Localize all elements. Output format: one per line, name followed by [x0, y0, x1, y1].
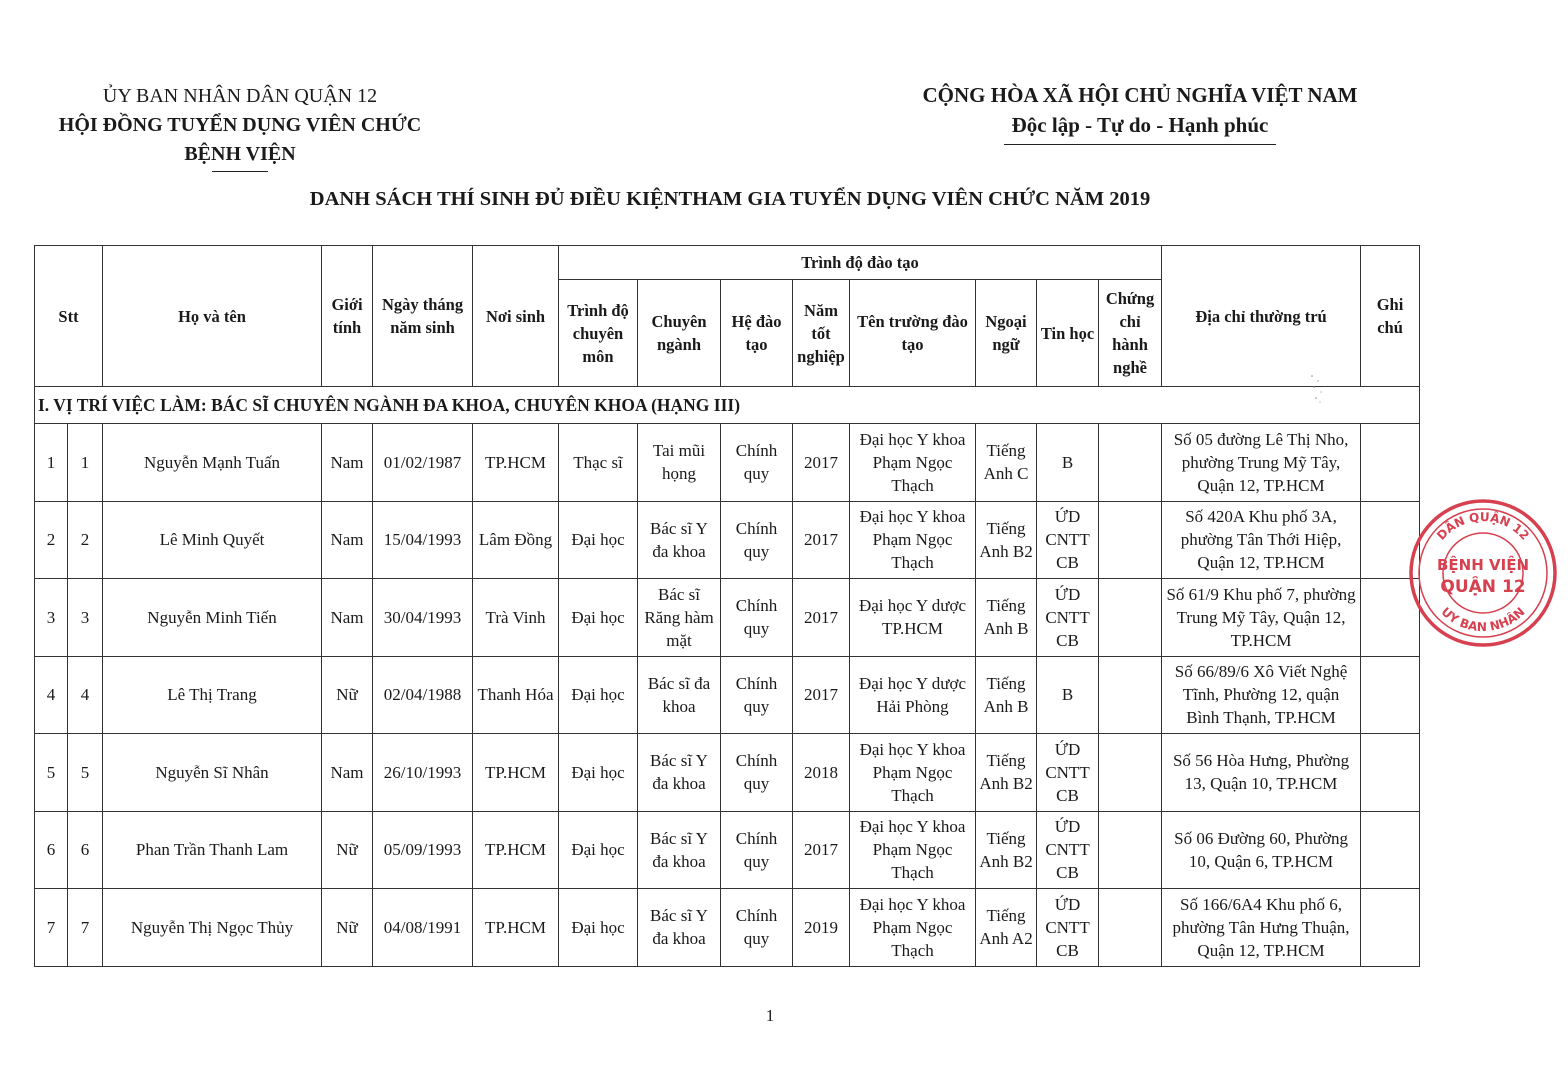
- cell-gender: Nữ: [322, 656, 373, 734]
- cell-grad-year: 2018: [793, 734, 850, 812]
- cell-foreign-language: Tiếng Anh B: [976, 656, 1037, 734]
- cell-grad-year: 2017: [793, 811, 850, 889]
- col-major: Chuyên ngành: [638, 280, 721, 387]
- cell-level: Đại học: [559, 501, 638, 579]
- table-row: [35, 889, 1420, 967]
- cell-address: Số 56 Hòa Hưng, Phường 13, Quận 10, TP.HCM: [1162, 734, 1361, 812]
- cell-major: Bác sĩ đa khoa: [638, 656, 721, 734]
- cell-stt: 5: [35, 734, 68, 812]
- official-seal: [1398, 488, 1532, 658]
- cell-stt: 1: [35, 424, 68, 502]
- cell-name: Nguyễn Thị Ngọc Thủy: [103, 889, 322, 967]
- cell-level: Đại học: [559, 889, 638, 967]
- cell-birthplace: Thanh Hóa: [473, 656, 559, 734]
- col-gender: Giới tính: [322, 246, 373, 387]
- table-row: [35, 811, 1420, 889]
- col-birthplace: Nơi sinh: [473, 246, 559, 387]
- cell-mode: Chính quy: [721, 501, 793, 579]
- cell-stt: 3: [35, 579, 68, 657]
- cell-address: Số 06 Đường 60, Phường 10, Quận 6, TP.HCM: [1162, 811, 1361, 889]
- seal-bottom-text: UY BAN NHÂN: [1438, 604, 1528, 635]
- cell-dob: 30/04/1993: [373, 579, 473, 657]
- cell-name: Nguyễn Sĩ Nhân: [103, 734, 322, 812]
- cell-license: [1099, 811, 1162, 889]
- col-group-training: Trình độ đào tạo: [559, 246, 1162, 280]
- col-license: Chứng chỉ hành nghề: [1099, 280, 1162, 387]
- cell-foreign-language: Tiếng Anh A2: [976, 889, 1037, 967]
- cell-birthplace: TP.HCM: [473, 424, 559, 502]
- cell-name: Lê Minh Quyết: [103, 501, 322, 579]
- cell-level: Đại học: [559, 579, 638, 657]
- cell-stt-group: 5: [68, 734, 103, 812]
- candidate-table: [34, 245, 1420, 967]
- cell-major: Bác sĩ Răng hàm mặt: [638, 579, 721, 657]
- cell-grad-year: 2017: [793, 424, 850, 502]
- cell-level: Thạc sĩ: [559, 424, 638, 502]
- cell-gender: Nam: [322, 579, 373, 657]
- cell-major: Bác sĩ Y đa khoa: [638, 501, 721, 579]
- cell-stt: 7: [35, 889, 68, 967]
- cell-school: Đại học Y dược Hải Phòng: [850, 656, 976, 734]
- seal-top-text: DÂN QUẬN 12: [1434, 509, 1532, 543]
- cell-major: Bác sĩ Y đa khoa: [638, 734, 721, 812]
- col-dob: Ngày tháng năm sinh: [373, 246, 473, 387]
- motto-underline: [1004, 144, 1276, 145]
- cell-note: [1361, 811, 1420, 889]
- cell-name: Lê Thị Trang: [103, 656, 322, 734]
- cell-stt-group: 6: [68, 811, 103, 889]
- document-title: DANH SÁCH THÍ SINH ĐỦ ĐIỀU KIỆNTHAM GIA TUYỂN DỤNG VIÊN CHỨC NĂM 2019: [309, 188, 1151, 210]
- cell-stt-group: 4: [68, 656, 103, 734]
- header-row-1: [35, 246, 1420, 280]
- table-row: [35, 734, 1420, 812]
- cell-stt-group: 2: [68, 501, 103, 579]
- col-stt: Stt: [35, 246, 103, 387]
- cell-school: Đại học Y khoa Phạm Ngọc Thạch: [850, 811, 976, 889]
- cell-school: Đại học Y dược TP.HCM: [850, 579, 976, 657]
- page-number: 1: [765, 1006, 775, 1025]
- col-level: Trình độ chuyên môn: [559, 280, 638, 387]
- cell-it: B: [1037, 424, 1099, 502]
- cell-school: Đại học Y khoa Phạm Ngọc Thạch: [850, 734, 976, 812]
- issuing-authority: [40, 82, 440, 172]
- cell-gender: Nam: [322, 734, 373, 812]
- cell-mode: Chính quy: [721, 579, 793, 657]
- authority-line-1: ỦY BAN NHÂN DÂN QUẬN 12: [102, 85, 378, 107]
- section-row: [35, 387, 1420, 424]
- cell-license: [1099, 424, 1162, 502]
- cell-dob: 05/09/1993: [373, 811, 473, 889]
- cell-birthplace: Trà Vinh: [473, 579, 559, 657]
- cell-stt-group: 3: [68, 579, 103, 657]
- cell-stt-group: 1: [68, 424, 103, 502]
- national-motto: [900, 80, 1380, 145]
- col-it: Tin học: [1037, 280, 1099, 387]
- cell-name: Nguyễn Mạnh Tuấn: [103, 424, 322, 502]
- cell-level: Đại học: [559, 656, 638, 734]
- cell-foreign-language: Tiếng Anh B2: [976, 501, 1037, 579]
- cell-it: ỨD CNTT CB: [1037, 501, 1099, 579]
- cell-it: ỨD CNTT CB: [1037, 889, 1099, 967]
- cell-stt-group: 7: [68, 889, 103, 967]
- svg-text:DÂN QUẬN 12: [1434, 509, 1532, 542]
- table-row: [35, 656, 1420, 734]
- cell-address: Số 61/9 Khu phố 7, phường Trung Mỹ Tây, Quận 12, TP.HCM: [1162, 579, 1361, 657]
- cell-grad-year: 2017: [793, 501, 850, 579]
- cell-dob: 04/08/1991: [373, 889, 473, 967]
- cell-mode: Chính quy: [721, 889, 793, 967]
- cell-dob: 02/04/1988: [373, 656, 473, 734]
- col-name: Họ và tên: [103, 246, 322, 387]
- country-name: CỘNG HÒA XÃ HỘI CHỦ NGHĨA VIỆT NAM: [922, 83, 1358, 107]
- col-mode: Hệ đào tạo: [721, 280, 793, 387]
- section-title: I. VỊ TRÍ VIỆC LÀM: BÁC SĨ CHUYÊN NGÀNH ĐA KHOA, CHUYÊN KHOA (HẠNG III): [35, 387, 1420, 424]
- cell-name: Nguyễn Minh Tiến: [103, 579, 322, 657]
- table-row: [35, 424, 1420, 502]
- authority-line-3: BỆNH VIỆN: [184, 143, 296, 165]
- motto: Độc lập - Tự do - Hạnh phúc: [1011, 113, 1269, 137]
- cell-school: Đại học Y khoa Phạm Ngọc Thạch: [850, 889, 976, 967]
- scan-speckles: [1308, 372, 1326, 406]
- cell-foreign-language: Tiếng Anh B: [976, 579, 1037, 657]
- authority-underline: [212, 171, 268, 172]
- cell-address: Số 420A Khu phố 3A, phường Tân Thới Hiệp, Quận 12, TP.HCM: [1162, 501, 1361, 579]
- cell-it: B: [1037, 656, 1099, 734]
- cell-grad-year: 2017: [793, 579, 850, 657]
- cell-birthplace: Lâm Đồng: [473, 501, 559, 579]
- cell-major: Bác sĩ Y đa khoa: [638, 889, 721, 967]
- cell-address: Số 05 đường Lê Thị Nho, phường Trung Mỹ Tây, Quận 12, TP.HCM: [1162, 424, 1361, 502]
- cell-stt: 2: [35, 501, 68, 579]
- cell-mode: Chính quy: [721, 734, 793, 812]
- seal-icon: [1398, 488, 1568, 658]
- cell-grad-year: 2019: [793, 889, 850, 967]
- cell-gender: Nam: [322, 501, 373, 579]
- cell-address: Số 166/6A4 Khu phố 6, phường Tân Hưng Thuận, Quận 12, TP.HCM: [1162, 889, 1361, 967]
- cell-foreign-language: Tiếng Anh B2: [976, 734, 1037, 812]
- cell-address: Số 66/89/6 Xô Viết Nghệ Tĩnh, Phường 12, quận Bình Thạnh, TP.HCM: [1162, 656, 1361, 734]
- cell-mode: Chính quy: [721, 656, 793, 734]
- cell-school: Đại học Y khoa Phạm Ngọc Thạch: [850, 501, 976, 579]
- cell-gender: Nữ: [322, 889, 373, 967]
- cell-license: [1099, 579, 1162, 657]
- col-grad-year: Năm tốt nghiệp: [793, 280, 850, 387]
- seal-center-line-2: QUẬN 12: [1440, 577, 1526, 597]
- table-row: [35, 579, 1420, 657]
- cell-license: [1099, 734, 1162, 812]
- cell-it: ỨD CNTT CB: [1037, 734, 1099, 812]
- cell-it: ỨD CNTT CB: [1037, 579, 1099, 657]
- cell-level: Đại học: [559, 811, 638, 889]
- cell-major: Bác sĩ Y đa khoa: [638, 811, 721, 889]
- cell-stt: 6: [35, 811, 68, 889]
- cell-note: [1361, 734, 1420, 812]
- cell-grad-year: 2017: [793, 656, 850, 734]
- table-row: [35, 501, 1420, 579]
- cell-mode: Chính quy: [721, 424, 793, 502]
- cell-school: Đại học Y khoa Phạm Ngọc Thạch: [850, 424, 976, 502]
- cell-dob: 01/02/1987: [373, 424, 473, 502]
- col-foreign-language: Ngoại ngữ: [976, 280, 1037, 387]
- seal-center-line-1: BỆNH VIỆN: [1437, 556, 1529, 574]
- cell-license: [1099, 656, 1162, 734]
- cell-dob: 26/10/1993: [373, 734, 473, 812]
- cell-note: [1361, 889, 1420, 967]
- authority-line-2: HỘI ĐỒNG TUYỂN DỤNG VIÊN CHỨC: [58, 114, 422, 136]
- cell-dob: 15/04/1993: [373, 501, 473, 579]
- cell-birthplace: TP.HCM: [473, 811, 559, 889]
- cell-license: [1099, 889, 1162, 967]
- cell-mode: Chính quy: [721, 811, 793, 889]
- cell-note: [1361, 656, 1420, 734]
- cell-stt: 4: [35, 656, 68, 734]
- cell-foreign-language: Tiếng Anh B2: [976, 811, 1037, 889]
- cell-it: ỨD CNTT CB: [1037, 811, 1099, 889]
- cell-name: Phan Trần Thanh Lam: [103, 811, 322, 889]
- cell-gender: Nữ: [322, 811, 373, 889]
- cell-major: Tai mũi họng: [638, 424, 721, 502]
- cell-level: Đại học: [559, 734, 638, 812]
- cell-foreign-language: Tiếng Anh C: [976, 424, 1037, 502]
- cell-gender: Nam: [322, 424, 373, 502]
- cell-license: [1099, 501, 1162, 579]
- col-school: Tên trường đào tạo: [850, 280, 976, 387]
- col-note: Ghi chú: [1361, 246, 1420, 387]
- col-address: Địa chỉ thường trú: [1162, 246, 1361, 387]
- cell-birthplace: TP.HCM: [473, 889, 559, 967]
- cell-birthplace: TP.HCM: [473, 734, 559, 812]
